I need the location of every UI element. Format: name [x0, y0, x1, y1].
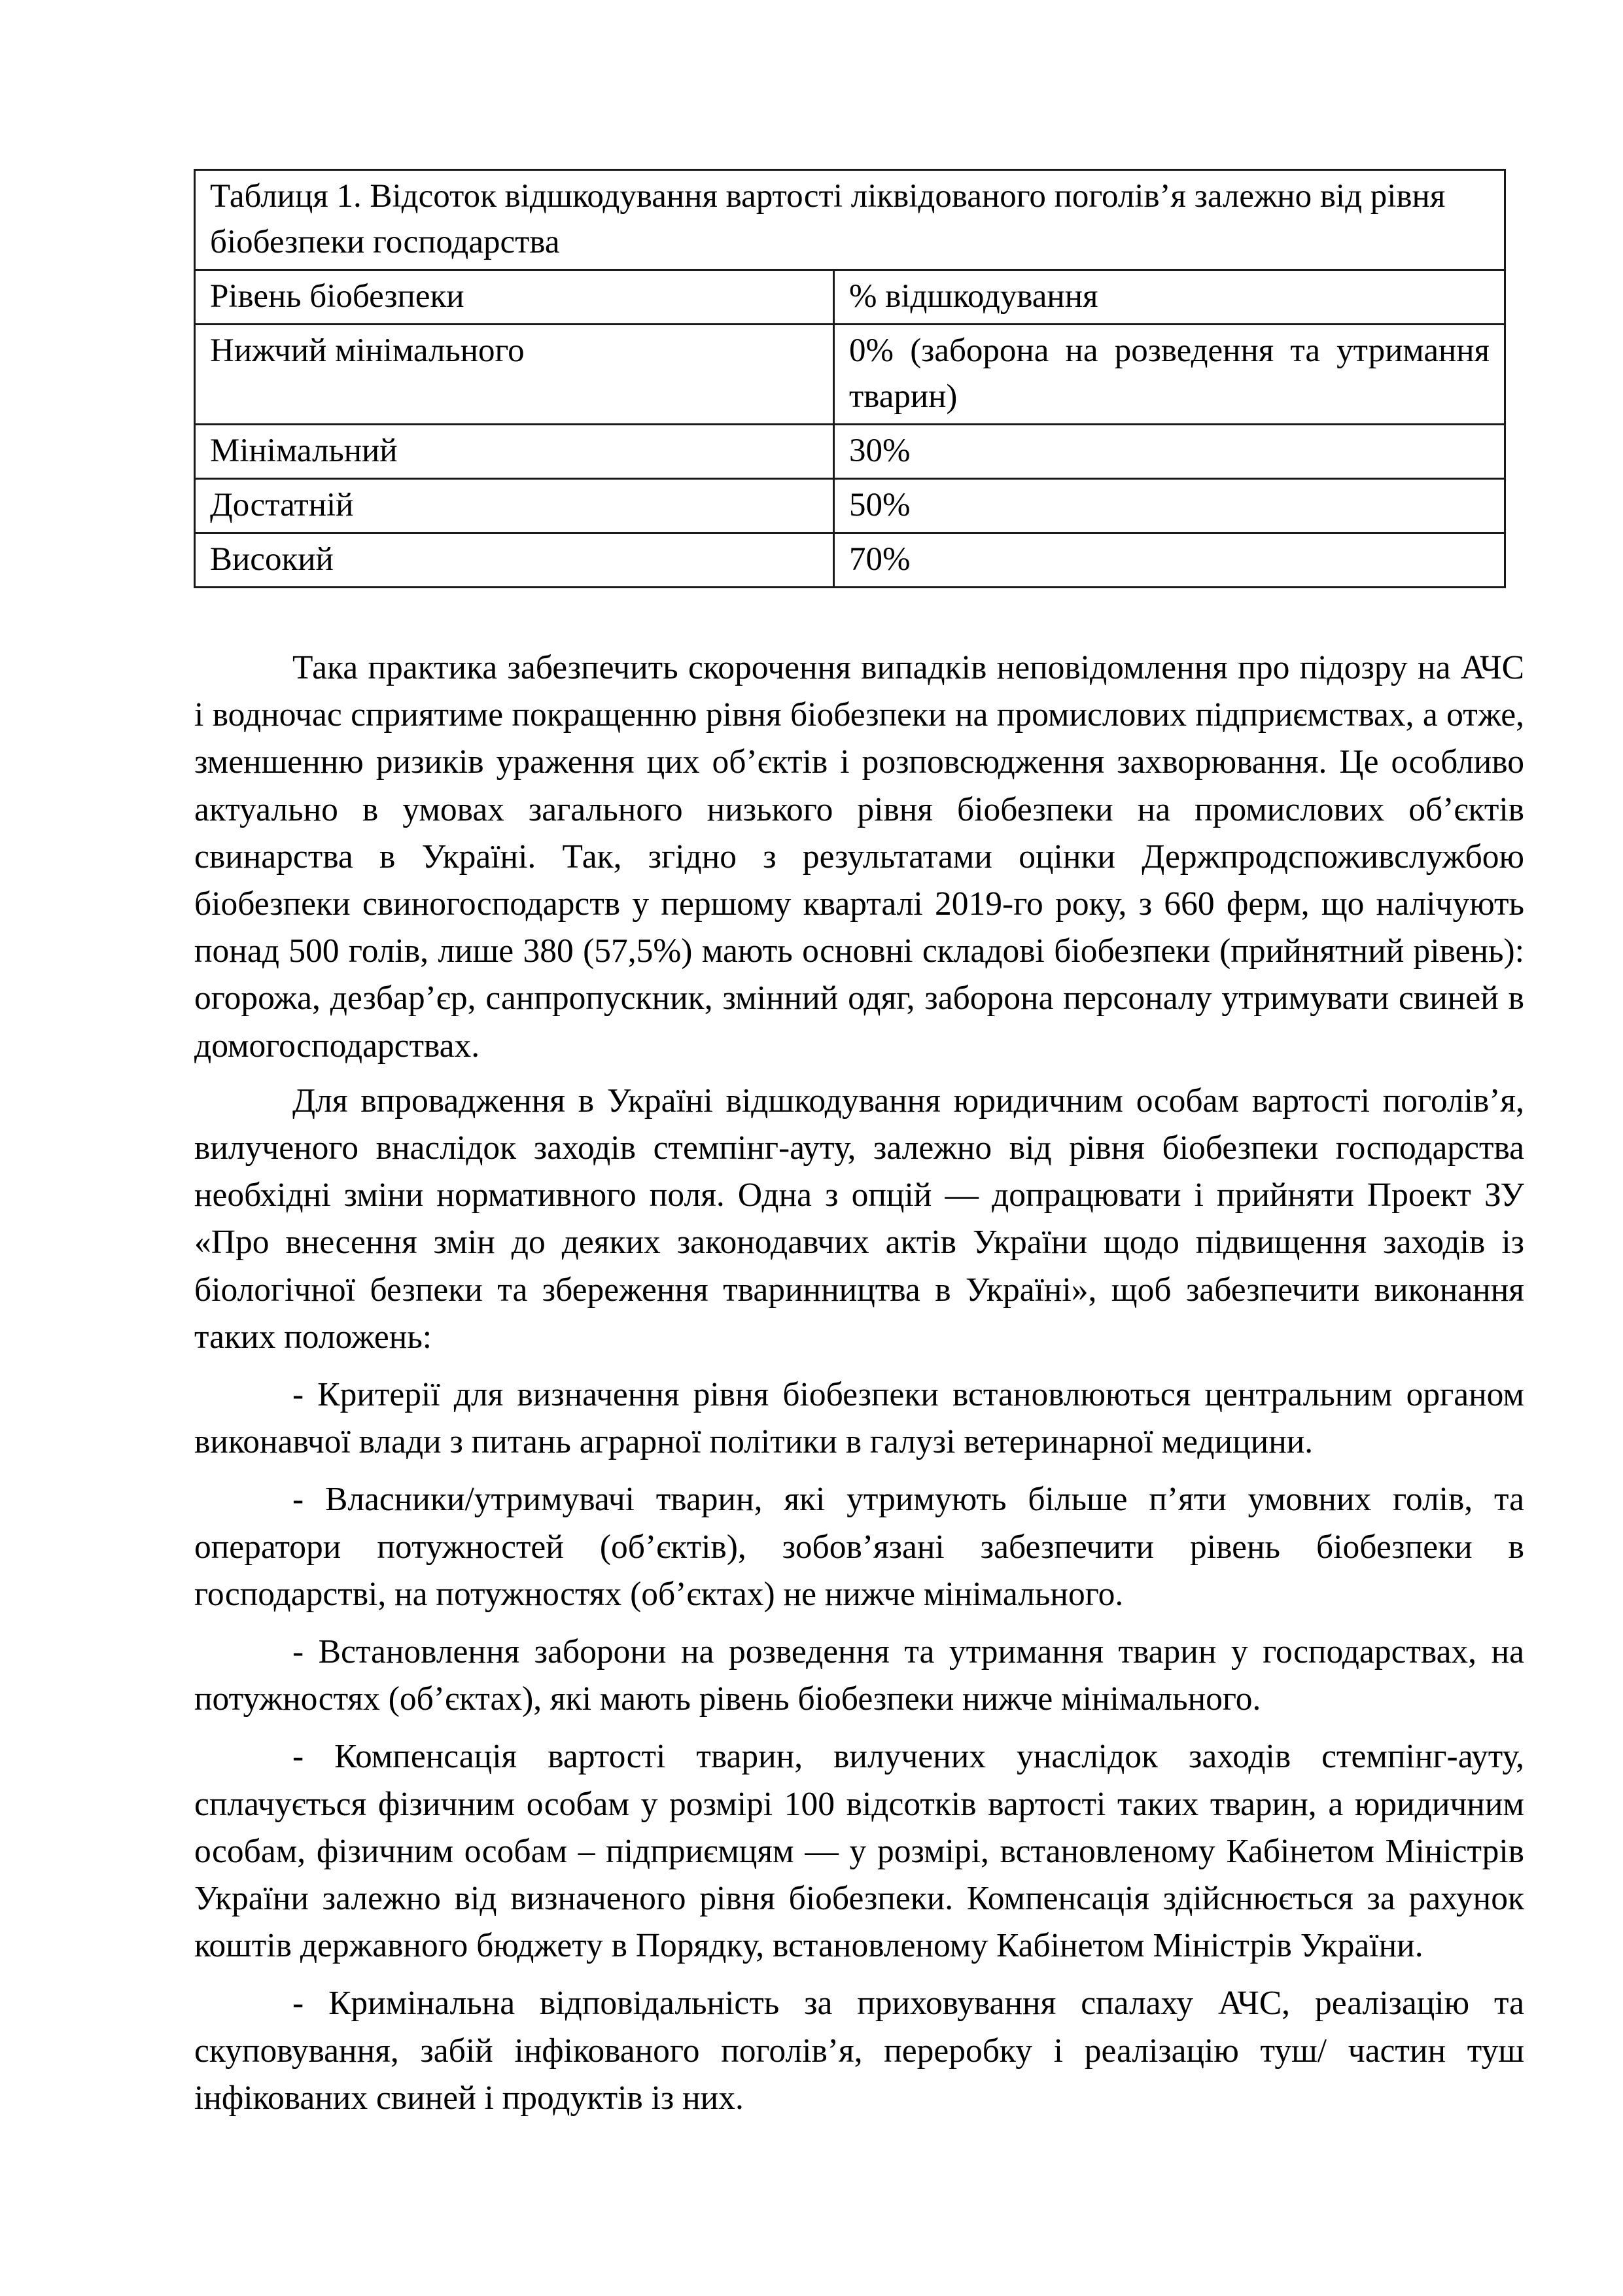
paragraph-implementation: Для впровадження в Україні відшкодування юридичним особам вартості поголів’я, вилученого внаслідок заходів стемпінг-ауту, залежно від рівня біобезпеки господарства необхідні зміни нормативного поля. Одна з опцій — допрацювати і прийняти Проект ЗУ «Про внесення змін до деяких законодавчих актів України щодо підвищення заходів із біологічної безпеки та збереження тваринництва в Україні», щоб забезпечити виконання таких положень:	[194, 1082, 1524, 1356]
cell-level: Високий	[195, 533, 834, 588]
cell-level: Нижчий мінімального	[195, 325, 834, 425]
table-row	[195, 325, 1505, 425]
cell-percent: 30%	[834, 425, 1505, 479]
table-row	[195, 425, 1505, 479]
paragraph-practice: Така практика забезпечить скорочення випадків неповідомлення про підозру на АЧС і водночас сприятиме покращенню рівня біобезпеки на промислових підприємствах, а отже, зменшенню ризиків ураження цих об’єктів і розповсюдження захворювання. Це особливо актуально в умовах загального низького рівня біобезпеки на промислових об’єктів свинарства в Україні. Так, згідно з результатами оцінки Держпродспоживслужбою біобезпеки свиногосподарств у першому кварталі 2019-го року, з 660 ферм, що налічують понад 500 голів, лише 380 (57,5%) мають основні складові біобезпеки (прийнятний рівень): огорожа, дезбар’єр, санпропускник, змінний одяг, заборона персоналу утримувати свиней в домогосподарствах.	[194, 649, 1524, 1065]
cell-percent: 50%	[834, 479, 1505, 533]
table-header-row	[195, 270, 1505, 325]
bullet-ban: - Встановлення заборони на розведення та утримання тварин у господарствах, на потужностях (об’єктах), які мають рівень біобезпеки нижче мінімального.	[194, 1633, 1524, 1718]
compensation-table	[194, 169, 1506, 588]
header-biosecurity-level: Рівень біобезпеки	[195, 270, 834, 325]
cell-level: Мінімальний	[195, 425, 834, 479]
header-compensation-percent: % відшкодування	[834, 270, 1505, 325]
bullet-criminal-liability: - Кримінальна відповідальність за приховування спалаху АЧС, реалізацію та скуповування, забій інфікованого поголів’я, переробку і реалізацію туш/ частин туш інфікованих свиней і продуктів із них.	[194, 1985, 1524, 2117]
table-caption: Таблиця 1. Відсоток відшкодування вартості ліквідованого поголів’я залежно від рівня біобезпеки господарства	[195, 170, 1505, 270]
body-text	[194, 645, 1524, 2122]
bullet-criteria: - Критерії для визначення рівня біобезпеки встановлюються центральним органом виконавчої влади з питань аграрної політики в галузі ветеринарної медицини.	[194, 1376, 1524, 1461]
bullet-compensation: - Компенсація вартості тварин, вилучених унаслідок заходів стемпінг-ауту, сплачується фізичним особам у розмірі 100 відсотків вартості таких тварин, а юридичним особам, фізичним особам – підприємцям — у розмірі, встановленому Кабінетом Міністрів України залежно від визначеного рівня біобезпеки. Компенсація здійснюється за рахунок коштів державного бюджету в Порядку, встановленому Кабінетом Міністрів України.	[194, 1738, 1524, 1965]
cell-level: Достатній	[195, 479, 834, 533]
document-page	[194, 169, 1524, 2122]
bullet-owners: - Власники/утримувачі тварин, які утримують більше п’яти умовних голів, та оператори потужностей (об’єктів), зобов’язані забезпечити рівень біобезпеки в господарстві, на потужностях (об’єктах) не нижче мінімального.	[194, 1481, 1524, 1613]
table-row	[195, 533, 1505, 588]
table-caption-row	[195, 170, 1505, 270]
table-row	[195, 479, 1505, 533]
cell-percent: 0% (заборона на розведення та утримання тварин)	[834, 325, 1505, 425]
cell-percent: 70%	[834, 533, 1505, 588]
